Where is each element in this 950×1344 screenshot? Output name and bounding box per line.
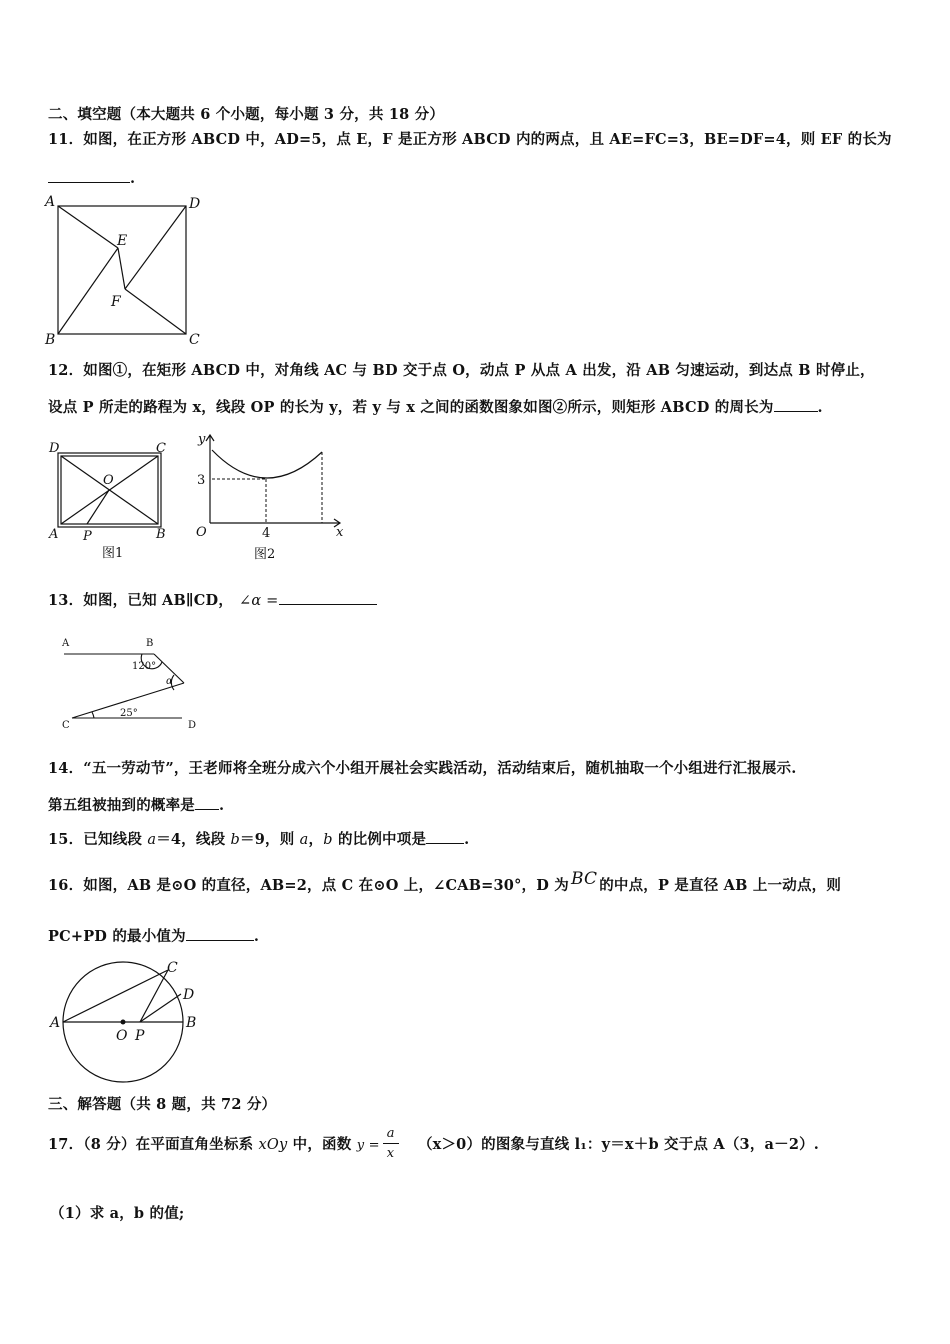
label-alpha: α [166,676,173,687]
label-F: F [111,294,121,310]
question-17: 17．（8 分）在平面直角坐标系 xOy 中，函数 y = a x （x＞0）的图象与直线 l₁：y＝x＋b 交于点 A（3，a－2）. [48,1126,820,1161]
label-C: C [62,720,70,731]
label-120: 120° [132,661,157,672]
label-B: B [146,638,154,649]
figure-q12-rectangle [44,436,184,564]
value-4: 4 [262,526,271,541]
question-11: 11．如图，在正方形 ABCD 中，AD=5，点 E，F 是正方形 ABCD 内的两点，且 AE=FC=3，BE=DF=4，则 EF 的长为 [48,131,892,148]
answer-blank [48,168,130,183]
answer-blank [186,926,254,941]
figure-q13-parallel-lines [56,632,206,732]
figure-q12-graph [190,430,355,565]
label-A: A [45,194,56,210]
question-14-line-2: 第五组被抽到的概率是 . [48,797,225,814]
label-P: P [83,529,92,544]
label-D: D [183,987,195,1003]
answer-blank [279,590,377,605]
question-15: 15．已知线段 a＝4，线段 b＝9，则 a，b 的比例中项是 . [48,831,470,848]
question-12-line-1: 12．如图①，在矩形 ABCD 中，对角线 AC 与 BD 交于点 O，动点 P 从点 A 出发，沿 AB 匀速运动，到达点 B 时停止， [48,362,875,379]
section-3-heading: 三、解答题（共 8 题，共 72 分） [48,1096,277,1113]
label-B: B [156,527,166,542]
label-O: O [103,473,114,488]
label-A: A [50,1015,61,1031]
answer-blank [774,397,818,412]
label-B: B [45,332,56,348]
label-A: A [62,638,70,649]
question-17-part-1: （1）求 a，b 的值; [50,1205,185,1222]
caption-fig1: 图1 [102,546,124,561]
label-D: D [188,720,197,731]
label-E: E [117,233,128,249]
value-3: 3 [197,473,206,488]
label-x: x [336,525,344,540]
label-C: C [167,960,178,976]
label-D: D [49,441,60,456]
section-2-heading: 二、填空题（本大题共 6 个小题，每小题 3 分，共 18 分） [48,106,445,123]
question-16-line-1: 16．如图，AB 是⊙O 的直径，AB=2，点 C 在⊙O 上，∠CAB=30°，D 为 BC 的中点，P 是直径 AB 上一动点，则 [48,869,842,894]
question-12-line-2: 设点 P 所走的路程为 x，线段 OP 的长为 y，若 y 与 x 之间的函数图象如图②所示，则矩形 ABCD 的周长为 . [48,399,823,416]
figure-q11-square [40,192,210,347]
arc-BC: BC [570,869,598,889]
label-C: C [189,332,200,348]
label-P: P [135,1028,145,1044]
label-y: y [198,432,206,447]
question-11-answer-line: . [48,168,135,187]
question-13: 13．如图，已知 AB∥CD， ∠α = [48,589,377,610]
caption-fig2: 图2 [254,547,276,562]
figure-q16-circle [46,954,216,1084]
fraction-a-over-x: y = a x [357,1130,413,1160]
label-O: O [196,525,207,540]
label-O: O [116,1028,128,1044]
answer-blank [426,829,464,844]
label-C: C [156,441,166,456]
label-D: D [189,196,201,212]
label-25: 25° [120,708,138,719]
label-B: B [186,1015,197,1031]
label-A: A [49,527,59,542]
question-16-line-2: PC+PD 的最小值为 . [48,928,260,945]
answer-blank [195,795,219,810]
question-14-line-1: 14．“五一劳动节”，王老师将全班分成六个小组开展社会实践活动，活动结束后，随机抽取一个小组进行汇报展示. [48,760,797,777]
